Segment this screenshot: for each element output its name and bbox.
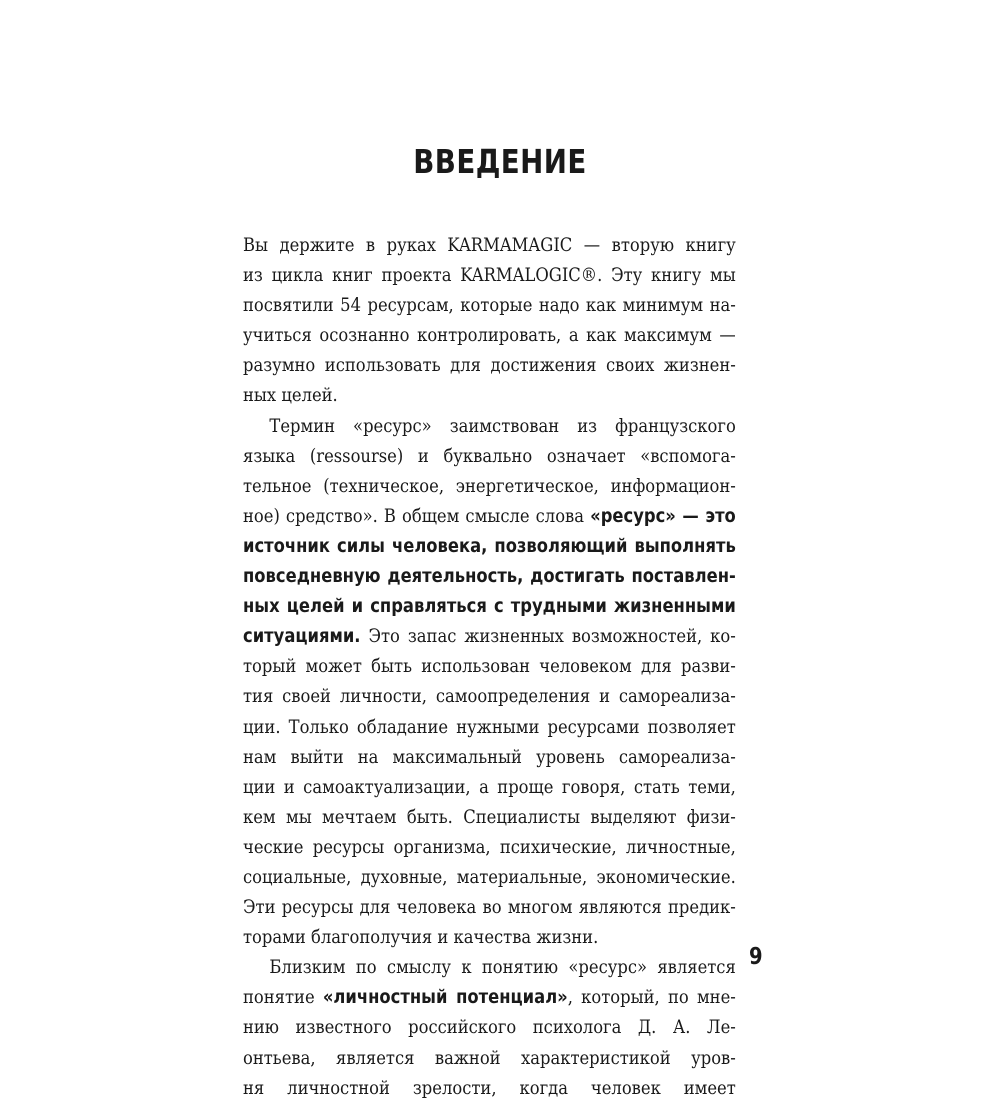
text-line — [243, 622, 736, 652]
text-line: ческие ресурсы организма, психические, личностные, — [243, 836, 736, 858]
text-line: онтьева, является важной характеристикой уров- — [243, 1047, 736, 1069]
text-line: тия своей личности, самоопределения и самореализа- — [243, 686, 736, 708]
chapter-title: ВВЕДЕНИЕ — [413, 142, 587, 181]
bold-line: ных целей и справляться с трудными жизненными — [243, 596, 736, 618]
bold-term: ситуациями. — [243, 626, 361, 648]
text-segment: понятие — [243, 987, 323, 1009]
text-line: Термин «ресурс» заимствован из французского — [269, 415, 736, 437]
text-line: тельное (техническое, энергетическое, информацион- — [243, 475, 736, 497]
paragraph-3 — [243, 953, 736, 1103]
text-line: Вы держите в руках KARMAMAGIC — вторую книгу — [243, 235, 736, 256]
text-line: Эти ресурсы для человека во многом являются предик- — [243, 897, 736, 919]
text-line: языка (ressourse) и буквально означает «вспомога- — [243, 445, 736, 467]
text-line: кем мы мечтаем быть. Специалисты выделяют физи- — [243, 806, 736, 828]
text-line: учиться осознанно контролировать, а как максимум — — [243, 325, 736, 347]
text-segment: ное) средство». В общем смысле слова — [243, 505, 591, 527]
text-line: из цикла книг проекта KARMALOGIC®. Эту книгу мы — [243, 265, 736, 287]
paragraph-2 — [243, 412, 736, 954]
text-line: торый может быть использован человеком для разви- — [243, 656, 736, 678]
text-line: посвятили 54 ресурсам, которые надо как минимум на- — [243, 295, 736, 317]
bold-term: «личностный потенциал» — [322, 987, 568, 1009]
text-line: нам выйти на максимальный уровень самореализа- — [243, 746, 736, 768]
body-text — [243, 231, 736, 1104]
text-line: нию известного российского психолога Д. А. Ле- — [243, 1017, 736, 1039]
text-line: ных целей. — [243, 385, 338, 407]
text-line: социальные, духовные, материальные, экономические. — [243, 866, 736, 888]
text-line: ции. Только обладание нужными ресурсами позволяет — [243, 716, 736, 738]
page-number: 9 — [749, 944, 763, 970]
paragraph-1 — [243, 231, 736, 412]
text-segment: , который, по мне- — [567, 987, 736, 1009]
text-line: ня личностной зрелости, когда человек имеет — [243, 1077, 736, 1099]
bold-term: «ресурс» — это — [590, 505, 736, 527]
bold-line: источник силы человека, позволяющий выполнять — [243, 535, 736, 557]
text-line: Близким по смыслу к понятию «ресурс» является — [269, 957, 736, 979]
text-line: ции и самоактуализации, а проще говоря, стать теми, — [243, 776, 736, 798]
text-line — [243, 502, 736, 532]
text-line: разумно использовать для достижения своих жизнен- — [243, 355, 736, 377]
text-line: торами благополучия и качества жизни. — [243, 927, 599, 949]
text-segment: Это запас жизненных возможностей, ко- — [360, 626, 736, 648]
bold-line: повседневную деятельность, достигать поставлен- — [243, 566, 736, 588]
text-line — [243, 983, 736, 1013]
